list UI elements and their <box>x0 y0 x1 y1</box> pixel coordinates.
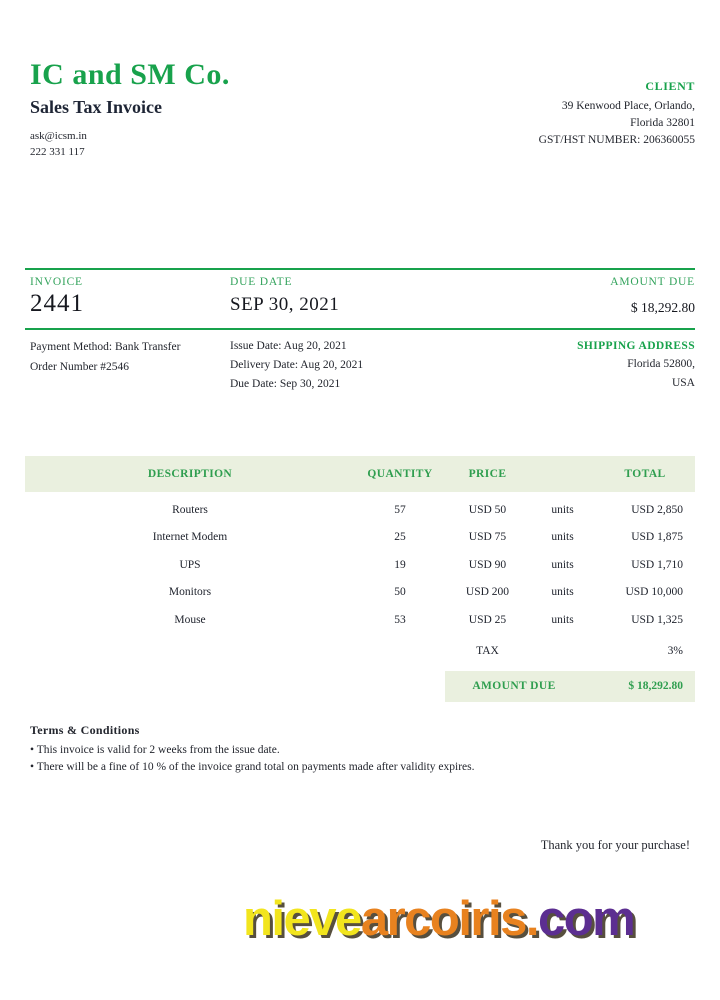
amount-due-value: $ 18,292.80 <box>630 300 695 315</box>
brand-part-yellow: nieve <box>243 892 361 946</box>
item-description: Monitors <box>168 586 212 599</box>
payment-details-column <box>30 337 230 394</box>
item-unit: units <box>551 558 574 571</box>
brand-part-orange: arcoiris. <box>360 892 538 946</box>
item-description: Internet Modem <box>152 531 228 544</box>
amount-due-band <box>445 671 695 702</box>
item-description: Mouse <box>174 613 206 626</box>
due-date-value: SEP 30, 2021 <box>230 294 340 315</box>
table-row <box>25 551 695 579</box>
item-total: USD 1,710 <box>631 558 683 571</box>
brand-part-purple: com <box>537 892 635 946</box>
invoice-label: INVOICE <box>30 276 83 288</box>
company-email: ask@icsm.in <box>30 130 87 142</box>
due-date: Due Date: Sep 30, 2021 <box>230 377 341 390</box>
invoice-details <box>30 337 695 394</box>
items-table <box>25 456 695 702</box>
shipping-address-line2: USA <box>671 376 695 389</box>
item-total: USD 2,850 <box>631 503 683 516</box>
terms-title: Terms & Conditions <box>30 723 140 737</box>
item-price: USD 90 <box>468 558 507 571</box>
company-phone: 222 331 117 <box>30 145 85 158</box>
due-date-label: DUE DATE <box>230 276 293 288</box>
terms-item: • This invoice is valid for 2 weeks from the issue date. <box>30 743 280 756</box>
amount-due-row <box>25 671 695 702</box>
company-header <box>30 58 230 161</box>
client-label: CLIENT <box>645 79 695 93</box>
thank-you-note: Thank you for your purchase! <box>540 838 690 852</box>
item-quantity: 53 <box>394 613 406 626</box>
summary-amount-column <box>485 276 695 316</box>
item-price: USD 200 <box>465 586 510 599</box>
company-contact <box>30 129 230 161</box>
item-quantity: 50 <box>394 586 406 599</box>
dates-column <box>230 337 465 394</box>
client-address-line2: Florida 32801 <box>630 117 695 130</box>
item-description: UPS <box>179 558 201 571</box>
issue-date: Issue Date: Aug 20, 2021 <box>230 340 347 352</box>
delivery-date: Delivery Date: Aug 20, 2021 <box>230 358 364 371</box>
brand-logo <box>243 891 634 947</box>
tax-value: 3% <box>667 644 683 657</box>
items-table-body <box>25 496 695 634</box>
terms-item: • There will be a fine of 10 % of the invoice grand total on payments made after validity expires. <box>30 761 475 774</box>
document-title: Sales Tax Invoice <box>30 97 163 117</box>
header-description: DESCRIPTION <box>147 468 233 480</box>
item-unit: units <box>551 613 574 626</box>
item-unit: units <box>551 531 574 544</box>
header-quantity: QUANTITY <box>367 468 433 480</box>
item-unit: units <box>551 503 574 516</box>
item-price: USD 75 <box>468 531 507 544</box>
amount-due-label: AMOUNT DUE <box>610 276 695 288</box>
header-price: PRICE <box>468 468 507 480</box>
item-unit: units <box>551 586 574 599</box>
table-row <box>25 606 695 634</box>
items-table-header <box>25 456 695 492</box>
item-quantity: 19 <box>394 558 406 571</box>
tax-label: TAX <box>476 644 499 657</box>
table-row <box>25 496 695 524</box>
table-amount-due-label: AMOUNT DUE <box>472 680 556 692</box>
company-name: IC and SM Co. <box>30 58 230 91</box>
header-total: TOTAL <box>624 468 666 480</box>
item-total: USD 10,000 <box>625 586 683 599</box>
item-quantity: 25 <box>394 531 406 544</box>
item-description: Routers <box>172 503 208 516</box>
item-total: USD 1,325 <box>631 613 683 626</box>
client-block <box>539 78 695 148</box>
summary-invoice-column <box>25 276 230 318</box>
item-total: USD 1,875 <box>631 531 683 544</box>
item-quantity: 57 <box>394 503 406 516</box>
order-number: Order Number #2546 <box>30 361 130 374</box>
payment-method: Payment Method: Bank Transfer <box>30 341 181 353</box>
shipping-address-line1: Florida 52800, <box>627 358 695 371</box>
summary-due-date-column <box>230 276 485 316</box>
tax-row <box>25 636 695 666</box>
client-address-line1: 39 Kenwood Place, Orlando, <box>561 100 695 113</box>
shipping-address-label: SHIPPING ADDRESS <box>577 340 695 352</box>
table-row <box>25 524 695 552</box>
invoice-summary-strip <box>25 268 695 330</box>
shipping-column <box>465 337 695 394</box>
terms-and-conditions <box>30 721 475 777</box>
table-amount-due-value: $ 18,292.80 <box>628 680 683 692</box>
client-gst-number: GST/HST NUMBER: 206360055 <box>538 133 695 146</box>
table-row <box>25 579 695 607</box>
invoice-number: 2441 <box>30 290 84 317</box>
item-price: USD 25 <box>468 613 507 626</box>
item-price: USD 50 <box>468 503 507 516</box>
